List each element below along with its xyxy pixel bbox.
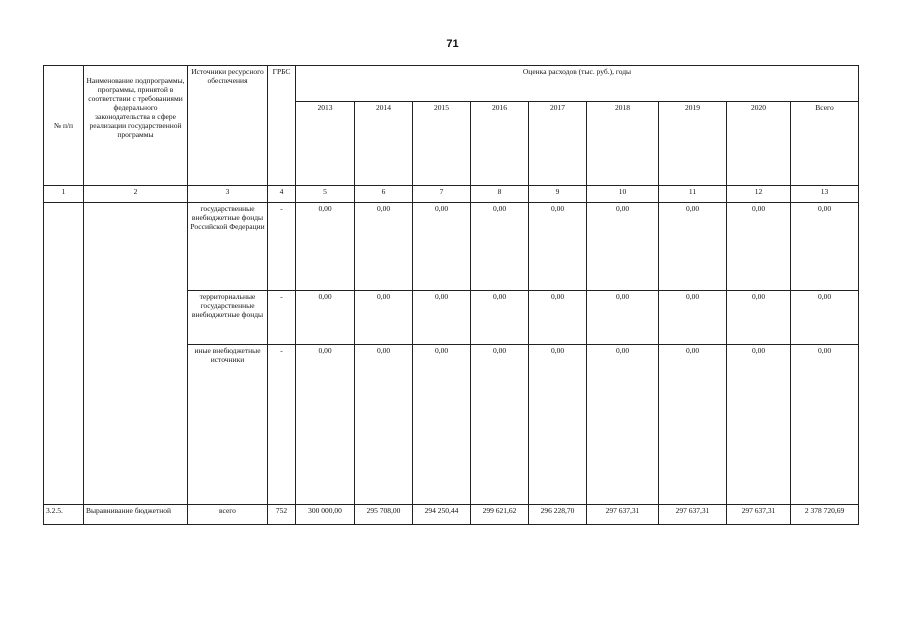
row-value: 294 250,44 [413,505,471,525]
row-value: 0,00 [413,345,471,505]
column-number: 1 [44,186,84,203]
row-source: территориальные государственные внебюджетные фонды [188,291,268,345]
column-number: 2 [84,186,188,203]
header-year: 2015 [413,102,471,186]
column-number: 11 [659,186,727,203]
row-value: 0,00 [529,345,587,505]
header-estimate: Оценка расходов (тыс. руб.), годы [296,66,859,102]
column-number: 13 [791,186,859,203]
row-value: 0,00 [471,203,529,291]
row-grbs: - [268,345,296,505]
row-num: 3.2.5. [44,505,84,525]
header-year: 2020 [727,102,791,186]
row-value: 0,00 [355,291,413,345]
row-source: иные внебюджетные источники [188,345,268,505]
row-name [84,203,188,505]
header-name: Наименование подпрограммы, программы, принятой в соответствии с требованиями федерального законодательства в сфере реализации государственной программы [84,66,188,186]
budget-table [43,65,859,525]
header-year: 2019 [659,102,727,186]
header-total: Всего [791,102,859,186]
row-value: 0,00 [296,291,355,345]
column-number: 6 [355,186,413,203]
row-value: 0,00 [587,345,659,505]
row-value: 0,00 [355,345,413,505]
row-value: 300 000,00 [296,505,355,525]
row-value: 0,00 [659,345,727,505]
row-value: 2 378 720,69 [791,505,859,525]
page-number: 71 [446,38,459,50]
column-number: 10 [587,186,659,203]
header-grbs: ГРБС [268,66,296,186]
header-source: Источники ресурсного обеспечения [188,66,268,186]
row-value: 297 637,31 [727,505,791,525]
header-year: 2016 [471,102,529,186]
row-value: 0,00 [727,345,791,505]
row-value: 295 708,00 [355,505,413,525]
row-value: 0,00 [727,291,791,345]
column-number: 4 [268,186,296,203]
row-source: государственные внебюджетные фонды Российской Федерации [188,203,268,291]
header-year: 2018 [587,102,659,186]
row-source: всего [188,505,268,525]
column-number: 5 [296,186,355,203]
row-value: 0,00 [529,203,587,291]
row-value: 0,00 [791,291,859,345]
row-grbs: 752 [268,505,296,525]
column-number: 12 [727,186,791,203]
row-name: Выравнивание бюджетной [84,505,188,525]
header-year: 2014 [355,102,413,186]
row-value: 0,00 [471,291,529,345]
table-row [44,505,859,525]
row-value: 0,00 [791,345,859,505]
row-value: 0,00 [659,203,727,291]
row-value: 299 621,62 [471,505,529,525]
column-number: 9 [529,186,587,203]
header-row-top [44,66,859,102]
header-num: № п/п [44,66,84,186]
row-grbs: - [268,203,296,291]
row-value: 297 637,31 [587,505,659,525]
column-number: 8 [471,186,529,203]
column-number: 7 [413,186,471,203]
row-grbs: - [268,291,296,345]
row-value: 296 228,70 [529,505,587,525]
row-num [44,203,84,505]
row-value: 0,00 [296,345,355,505]
column-number: 3 [188,186,268,203]
row-value: 0,00 [296,203,355,291]
row-value: 297 637,31 [659,505,727,525]
header-year: 2017 [529,102,587,186]
row-value: 0,00 [587,203,659,291]
header-year: 2013 [296,102,355,186]
row-value: 0,00 [529,291,587,345]
column-number-row [44,186,859,203]
row-value: 0,00 [727,203,791,291]
row-value: 0,00 [413,203,471,291]
row-value: 0,00 [659,291,727,345]
row-value: 0,00 [587,291,659,345]
table-row [44,203,859,291]
row-value: 0,00 [471,345,529,505]
row-value: 0,00 [355,203,413,291]
row-value: 0,00 [413,291,471,345]
row-value: 0,00 [791,203,859,291]
